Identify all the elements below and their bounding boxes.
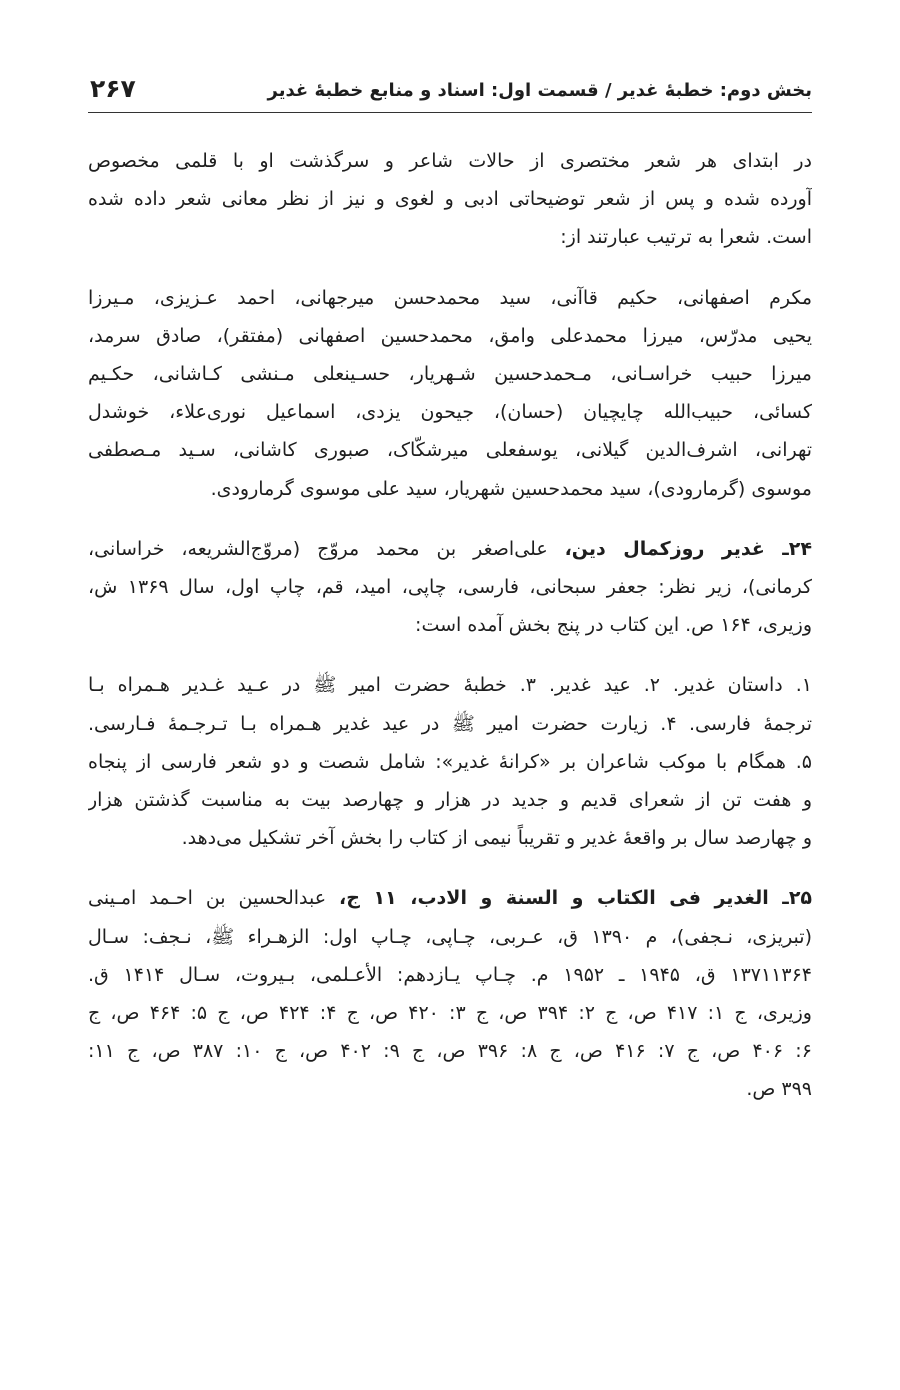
running-head: بخش دوم: خطبهٔ غدیر / قسمت اول: اسناد و منابع خطبهٔ غدیر bbox=[267, 80, 812, 101]
entry-text: علی‌اصغر بن محمد مروّج (مروّج‌الشریعه، خراسانی، bbox=[88, 537, 565, 560]
entry-25 bbox=[88, 879, 812, 1108]
paragraph-poets-list bbox=[88, 279, 812, 508]
text-line: و چهارصد سال بر واقعهٔ غدیر و تقریباً نیمی از کتاب را بخش آخر تشکیل می‌دهد. bbox=[181, 827, 812, 850]
text-line: ۱۳۷۱‌۱۳۶۴ ق، ۱۹۴۵ ـ ۱۹۵۲ م. چـاپ یـازدهم: الأعـلمی، بـیروت، سـال ۱۴۱۴ ق. bbox=[88, 963, 812, 986]
book-page bbox=[88, 0, 812, 1390]
entry-title: ۲۵ـ الغدیر فی الکتاب و السنة و الادب، ۱۱ ج، bbox=[339, 887, 812, 910]
text-line: ترجمهٔ فارسی. ۴. زیارت حضرت امیر ﷺ در عید غدیر هـمراه بـا تـرجـمهٔ فـارسی. bbox=[88, 712, 812, 735]
body-text bbox=[88, 142, 812, 1109]
text-line: آورده شده و پس از شعر توضیحاتی ادبی و لغوی و نیز از نظر معانی شعر داده شده bbox=[88, 188, 812, 211]
entry-title: ۲۴ـ غدیر روزکمال دین، bbox=[564, 537, 812, 560]
page-header bbox=[88, 70, 812, 113]
text-line: است. شعرا به ترتیب عبارتند از: bbox=[560, 226, 812, 249]
text-line: ۵. همگام با موکب شاعران بر «کرانهٔ غدیر»: شامل شصت و دو شعر فارسی از پنجاه bbox=[88, 750, 812, 773]
text-line: و هفت تن از شعرای قدیم و جدید در هزار و چهارصد بیت به مناسبت گذشتن هزار bbox=[88, 789, 812, 812]
text-line: میرزا حبیب خراسـانی، مـحمدحسین شـهریار، حسـینعلی مـنشی کـاشانی، حکـیم bbox=[88, 363, 812, 386]
entry-24 bbox=[88, 530, 812, 645]
entry-text: عبدالحسین بن احـمد امـینی bbox=[88, 887, 340, 910]
text-line: کسائی، حبیب‌الله چایچیان (حسان)، جیحون یزدی، اسماعیل نوری‌علاء، خوشدل bbox=[88, 401, 812, 424]
text-line: وزیری، ج ۱: ۴۱۷ ص، ج ۲: ۳۹۴ ص، ج ۳: ۴۲۰ ص، ج ۴: ۴۲۴ ص، ج ۵: ۴۶۴ ص، ج bbox=[88, 1002, 812, 1025]
text-line: در ابتدای هر شعر مختصری از حالات شاعر و سرگذشت او با قلمی مخصوص bbox=[88, 150, 812, 172]
page-number: ۲۶۷ bbox=[90, 74, 136, 103]
text-line: ۳۹۹ ص. bbox=[746, 1078, 812, 1101]
text-line: کرمانی)، زیر نظر: جعفر سبحانی، فارسی، چاپی، امید، قم، چاپ اول، سال ۱۳۶۹ ش، bbox=[88, 576, 812, 599]
text-line bbox=[88, 530, 812, 568]
text-line: موسوی (گرمارودی)، سید محمدحسین شهریار، سید علی موسوی گرمارودی. bbox=[210, 477, 812, 500]
text-line: (تبریزی، نـجفی)، م ۱۳۹۰ ق، عـربی، چـاپی، چـاپ اول: الزهـراء ﷺ، نـجف: سـال bbox=[88, 925, 812, 948]
text-line: ۶: ۴۰۶ ص، ج ۷: ۴۱۶ ص، ج ۸: ۳۹۶ ص، ج ۹: ۴۰۲ ص، ج ۱۰: ۳۸۷ ص، ج ۱۱: bbox=[88, 1040, 812, 1063]
text-line: ۱. داستان غدیر. ۲. عید غدیر. ۳. خطبهٔ حضرت امیر ﷺ در عـید غـدیر هـمراه بـا bbox=[88, 674, 812, 697]
paragraph-book-sections bbox=[88, 666, 812, 857]
text-line: یحیی مدرّس، میرزا محمدعلی وامق، محمدحسین اصفهانی (مفتقر)، صادق سرمد، bbox=[88, 324, 812, 347]
text-line bbox=[88, 879, 812, 917]
text-line: مکرم اصفهانی، حکیم قاآنی، سید محمدحسن میرجهانی، احمد عـزیزی، مـیرزا bbox=[88, 286, 812, 309]
text-line: تهرانی، اشرف‌الدین گیلانی، یوسفعلی میرشکّاک، صبوری کاشانی، سـید مـصطفی bbox=[88, 439, 812, 462]
text-line: وزیری، ۱۶۴ ص. این کتاب در پنج بخش آمده است: bbox=[415, 614, 812, 637]
paragraph-intro bbox=[88, 142, 812, 257]
